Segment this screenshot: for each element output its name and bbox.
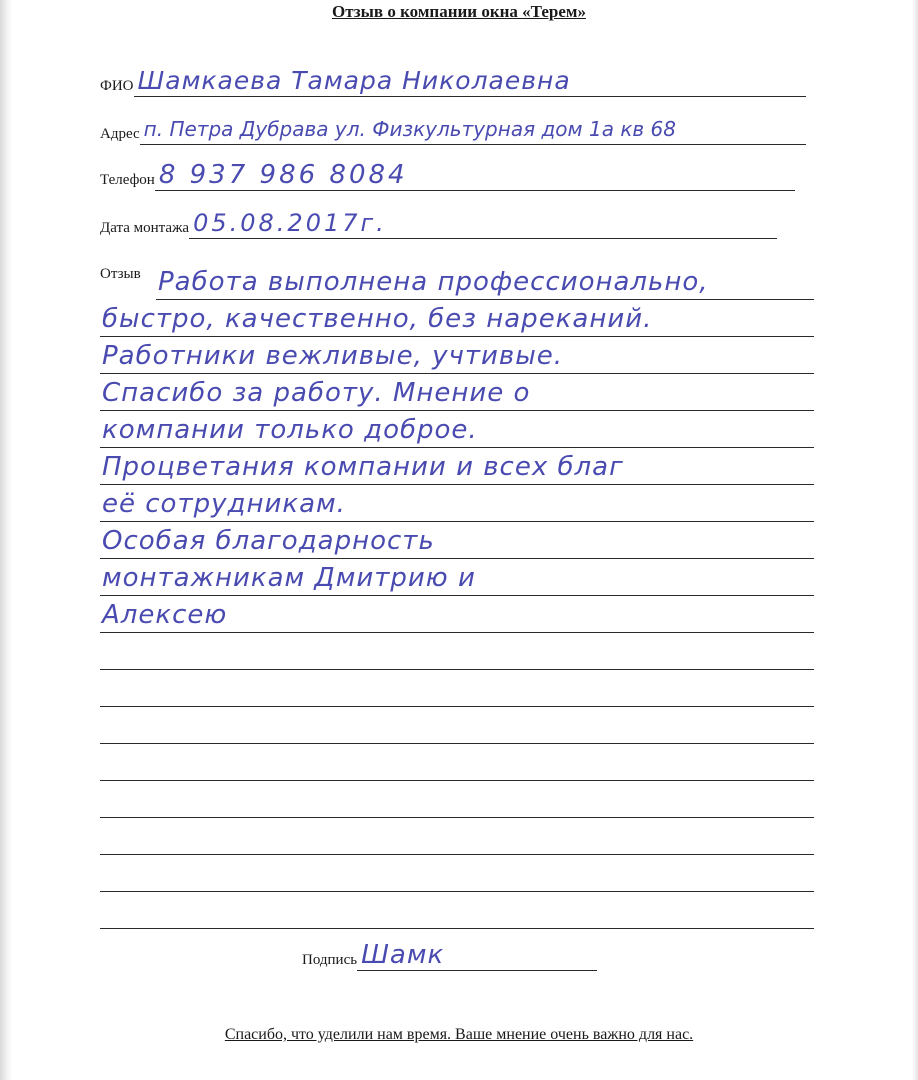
- date-value: 05.08.2017г.: [193, 209, 387, 237]
- scan-edge-left: [0, 0, 12, 1080]
- signature-label: Подпись: [302, 952, 358, 968]
- address-line[interactable]: [140, 114, 806, 145]
- scan-edge-right: [912, 0, 918, 1080]
- phone-value: 8 937 986 8084: [158, 160, 408, 190]
- address-value: п. Петра Дубрава ул. Физкультурная дом 1а кв 68: [143, 117, 676, 141]
- review-line: Особая благодарность: [100, 521, 814, 559]
- form-title: Отзыв о компании окна «Терем»: [332, 2, 586, 21]
- review-line: монтажникам Дмитрию и: [100, 558, 814, 596]
- review-line: Работники вежливые, учтивые.: [100, 336, 814, 374]
- review-line: её сотрудникам.: [100, 484, 814, 522]
- name-value: Шамкаева Тамара Николаевна: [137, 66, 571, 95]
- footer-note: Спасибо, что уделили нам время. Ваше мнение очень важно для нас.: [224, 1026, 694, 1043]
- date-label: Дата монтажа: [100, 220, 190, 236]
- review-line: быстро, качественно, без нареканий.: [100, 299, 814, 337]
- review-line: [100, 854, 814, 892]
- review-line: [100, 743, 814, 781]
- name-label: ФИО: [100, 78, 134, 94]
- date-line[interactable]: [189, 208, 777, 239]
- date-field: [100, 208, 777, 239]
- review-line: [100, 669, 814, 707]
- name-field: [100, 66, 806, 97]
- review-line: [100, 780, 814, 818]
- phone-label: Телефон: [100, 172, 155, 188]
- review-line: [100, 817, 814, 855]
- review-line: Алексею: [100, 595, 814, 633]
- address-field: [100, 114, 806, 145]
- review-line: [100, 891, 814, 929]
- phone-line[interactable]: [155, 160, 795, 191]
- review-line: [100, 632, 814, 670]
- signature-field: [302, 940, 597, 971]
- review-line: Работа выполнена профессионально,: [156, 262, 814, 300]
- signature-value: Шамк: [361, 940, 445, 970]
- phone-field: [100, 160, 795, 191]
- name-line[interactable]: [134, 66, 806, 97]
- review-line: Спасибо за работу. Мнение о: [100, 373, 814, 411]
- review-line: [100, 706, 814, 744]
- signature-line[interactable]: [357, 940, 597, 971]
- address-label: Адрес: [100, 126, 140, 142]
- review-line: компании только доброе.: [100, 410, 814, 448]
- review-line: Процветания компании и всех благ: [100, 447, 814, 485]
- review-label: Отзыв: [100, 266, 141, 282]
